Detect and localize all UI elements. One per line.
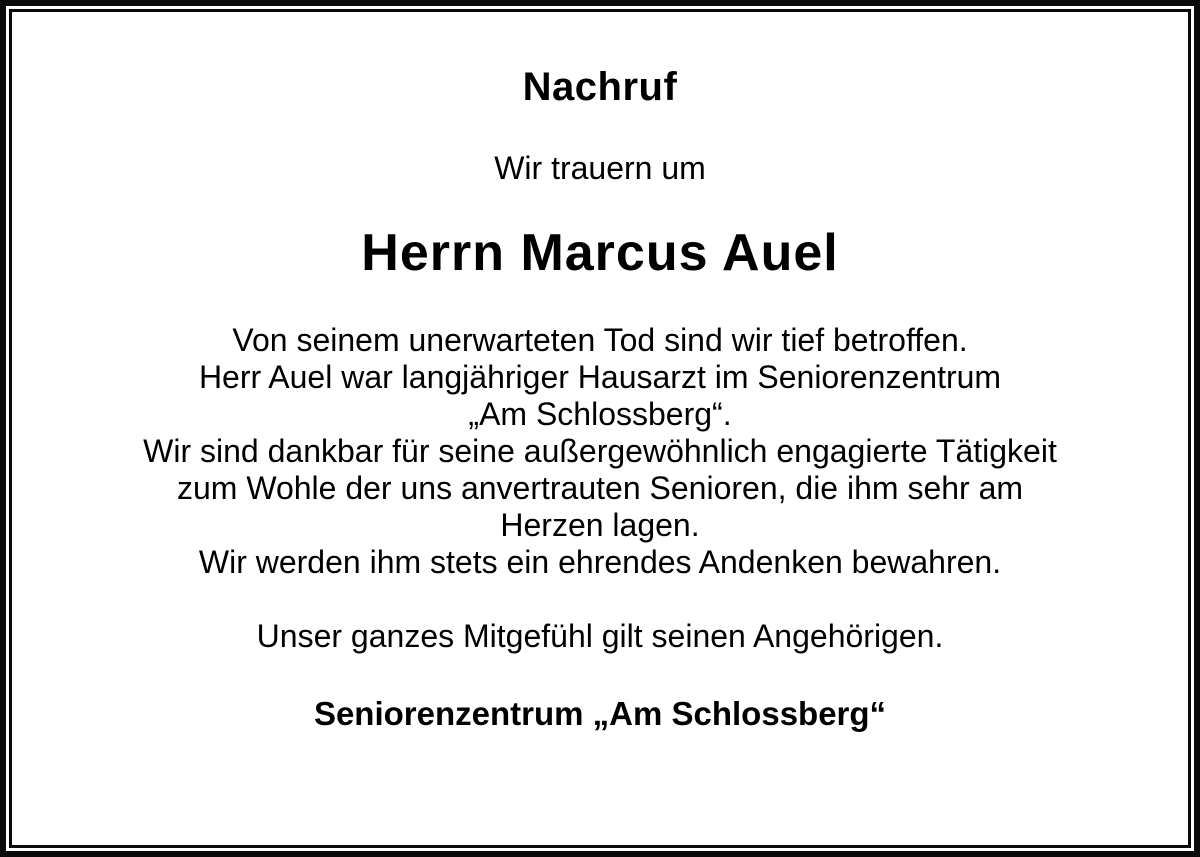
page-title: Nachruf xyxy=(522,65,678,109)
signature-line: Seniorenzentrum „Am Schlossberg“ xyxy=(313,694,887,732)
intro-line: Wir trauern um xyxy=(494,150,706,186)
body-line: Von seinem unerwarteten Tod sind wir tief betroffen. xyxy=(232,321,968,358)
body-line: Herzen lagen. xyxy=(500,506,700,543)
body-line: Wir sind dankbar für seine außergewöhnlich engagierte Tätigkeit xyxy=(143,432,1057,469)
condolence-line: Unser ganzes Mitgefühl gilt seinen Angehörigen. xyxy=(256,617,944,654)
body-line: Herr Auel war langjähriger Hausarzt im Seniorenzentrum xyxy=(198,358,1002,395)
inner-border-frame xyxy=(9,9,1191,848)
obituary-content xyxy=(12,12,1188,845)
obituary-body xyxy=(48,322,1152,581)
body-line: Wir werden ihm stets ein ehrendes Andenken bewahren. xyxy=(198,543,1002,580)
body-line: zum Wohle der uns anvertrauten Senioren, die ihm sehr am xyxy=(176,469,1024,506)
body-line: „Am Schlossberg“. xyxy=(468,395,732,432)
deceased-name: Herrn Marcus Auel xyxy=(361,223,839,282)
